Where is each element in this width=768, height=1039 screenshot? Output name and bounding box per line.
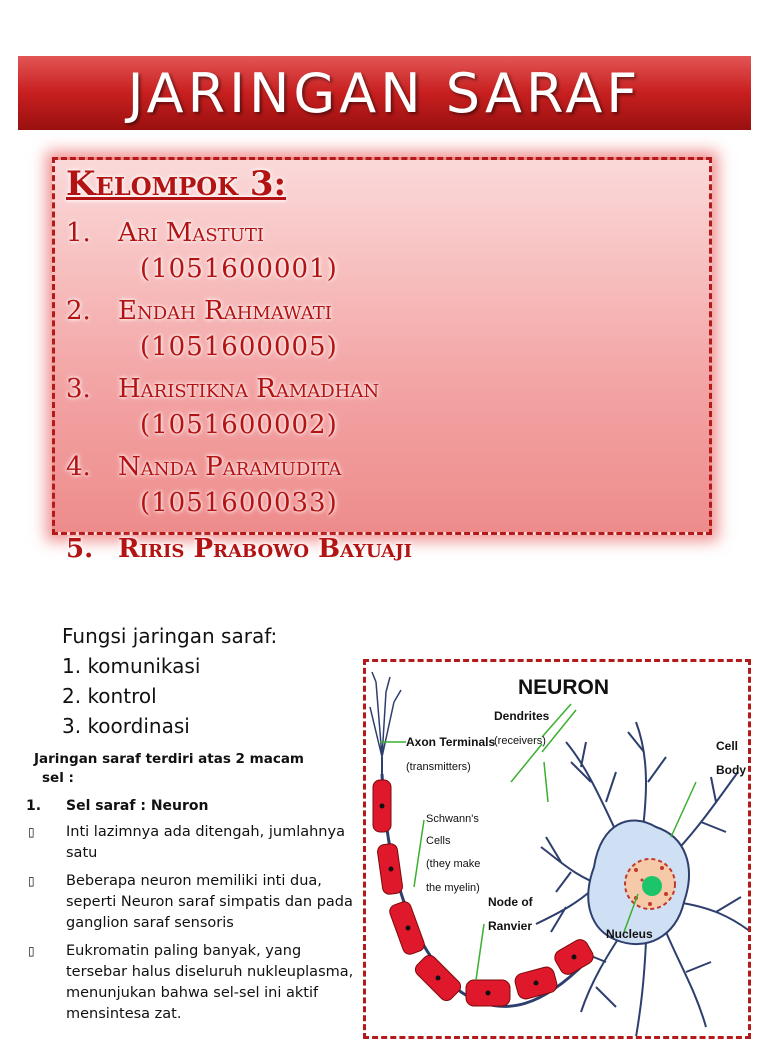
member-4 — [66, 452, 341, 482]
member-name: Nanda Paramudita — [118, 452, 342, 482]
bullet-item — [28, 871, 364, 934]
neuron-diagram — [363, 659, 751, 1039]
member-number: 3. — [66, 374, 91, 404]
bullet-box-icon: ▯ — [28, 944, 35, 958]
member-name: Riris Prabowo Bayuaji — [118, 534, 413, 564]
member-3 — [66, 374, 379, 404]
intro-text — [34, 750, 364, 788]
bullet-box-icon: ▯ — [28, 825, 35, 839]
member-2 — [66, 296, 332, 326]
member-5 — [66, 534, 412, 564]
myelin-sheath-shape — [373, 780, 596, 1006]
nucleolus-shape — [642, 876, 662, 896]
label-ranvier: Ranvier — [488, 919, 533, 933]
neuron-illustration — [366, 662, 751, 1039]
member-id: (1051600001) — [140, 254, 338, 284]
member-number: 5. — [66, 534, 94, 564]
label-nucleus: Nucleus — [606, 927, 653, 941]
bullet-box-icon: ▯ — [28, 874, 35, 888]
label-receivers: (receivers) — [494, 735, 546, 747]
axon-terminals-shape — [370, 672, 401, 757]
bullet-text: Beberapa neuron memiliki inti dua, seperti Neuron saraf simpatis dan pada ganglion saraf sensoris — [66, 873, 353, 931]
bullet-item — [28, 941, 364, 1025]
member-1 — [66, 218, 264, 248]
label-node-of: Node of — [488, 895, 533, 909]
axon-shape — [382, 774, 586, 1006]
label-cell: Cell — [716, 739, 739, 753]
title-banner — [18, 56, 751, 130]
member-id: (1051600033) — [140, 488, 338, 518]
member-id: (1051600002) — [140, 410, 338, 440]
label-axon-terminals: Axon Terminals — [406, 735, 496, 749]
member-name: Ari Mastuti — [118, 218, 264, 248]
section-number: 1. — [26, 798, 42, 814]
group-heading: Kelompok 3: — [66, 164, 287, 204]
label-dendrites: Dendrites — [494, 709, 550, 723]
function-item: 1. komunikasi — [62, 654, 201, 678]
member-number: 1. — [66, 218, 91, 248]
intro-line: Jaringan saraf terdiri atas 2 macam — [34, 751, 304, 767]
member-number: 2. — [66, 296, 91, 326]
diagram-title: NEURON — [518, 676, 610, 699]
label-myelin: the myelin) — [426, 882, 480, 894]
bullet-item — [28, 822, 364, 864]
function-item: 2. kontrol — [62, 684, 157, 708]
label-transmitters: (transmitters) — [406, 761, 471, 773]
bullet-text: Eukromatin paling banyak, yang tersebar halus diseluruh nukleuplasma, menunjukan bahwa sel-sel ini aktif mensintesa zat. — [66, 943, 354, 1022]
member-name: Haristikna Ramadhan — [118, 374, 380, 404]
member-id: (1051600005) — [140, 332, 338, 362]
label-they-make: (they make — [426, 858, 481, 870]
section-title-text: Sel saraf : Neuron — [66, 798, 209, 814]
member-name: Endah Rahmawati — [118, 296, 332, 326]
label-schwann: Schwann's — [426, 813, 479, 825]
intro-line: sel : — [42, 770, 74, 786]
section-title — [26, 798, 209, 814]
label-cells: Cells — [426, 835, 451, 847]
functions-heading: Fungsi jaringan saraf: — [62, 624, 278, 648]
label-body: Body — [716, 763, 746, 777]
bullet-text: Inti lazimnya ada ditengah, jumlahnya satu — [66, 824, 345, 861]
function-item: 3. koordinasi — [62, 714, 190, 738]
member-number: 4. — [66, 452, 91, 482]
slide-title-text: JARINGAN SARAF — [127, 61, 642, 125]
